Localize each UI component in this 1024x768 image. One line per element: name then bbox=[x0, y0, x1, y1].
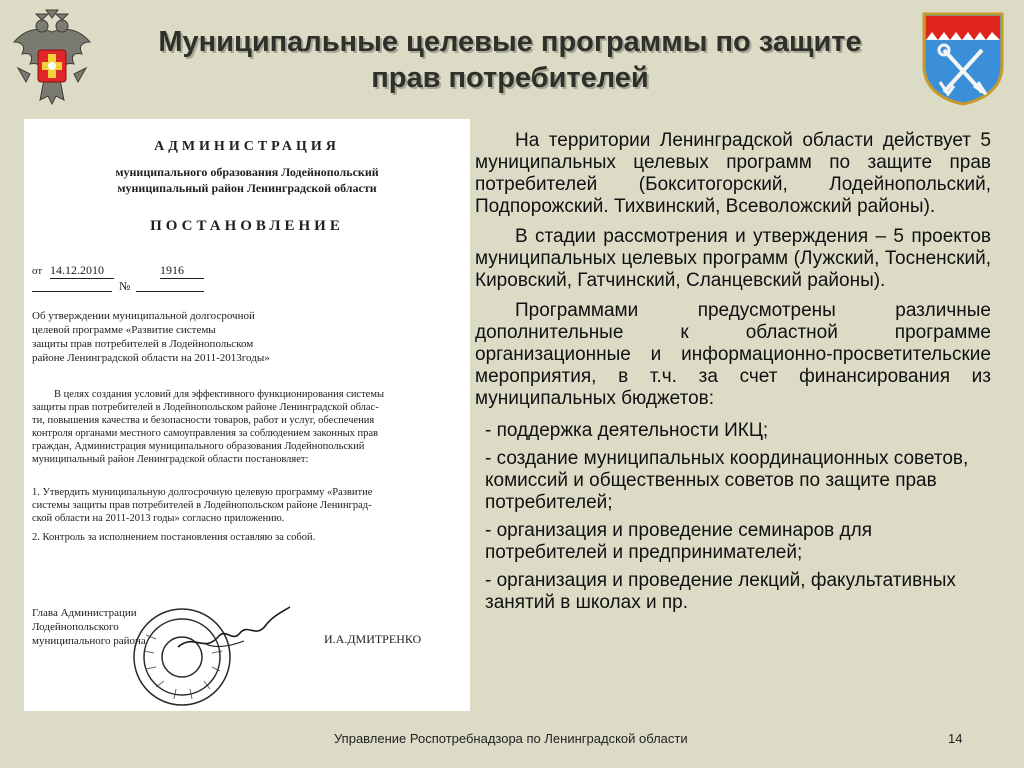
content-paragraph: Программами предусмотрены различные дополнительные к областной программе организационные и информационно-просветительские мероприятия, в т.ч. за счет финансирования из муниципальных бюджетов: bbox=[475, 300, 991, 409]
doc-sign-line: Глава Администрации bbox=[32, 607, 137, 619]
content-bullet: - поддержка деятельности ИКЦ; bbox=[485, 420, 769, 441]
doc-heading: АДМИНИСТРАЦИЯ bbox=[154, 139, 340, 154]
title-line-2: прав потребителей bbox=[371, 62, 649, 94]
footer-organization: Управление Роспотребнадзора по Ленинградской области bbox=[334, 731, 688, 746]
content-bullet: - организация и проведение лекций, факультативных занятий в школах и пр. bbox=[485, 570, 956, 613]
title-line-1: Муниципальные целевые программы по защите bbox=[158, 26, 862, 58]
doc-body-line: защиты прав потребителей в Лодейнопольском районе Ленинградской облас- bbox=[32, 402, 379, 413]
content-bullet: - создание муниципальных координационных советов, комиссий и общественных советов по защите прав потребителей; bbox=[485, 448, 969, 513]
doc-decree-title: ПОСТАНОВЛЕНИЕ bbox=[150, 218, 344, 234]
doc-body-line: муниципальный район Ленинградской области постановляет: bbox=[32, 454, 309, 465]
doc-signatory: И.А.ДМИТРЕНКО bbox=[324, 632, 422, 646]
doc-body-line: В целях создания условий для эффективного функционирования системы bbox=[54, 389, 385, 400]
doc-date: 14.12.2010 bbox=[50, 263, 114, 279]
doc-body-line: 2. Контроль за исполнением постановления оставляю за собой. bbox=[32, 532, 316, 543]
doc-date-prefix: от bbox=[32, 265, 43, 277]
doc-body-line: ской области на 2011-2013 годы» согласно приложению. bbox=[32, 513, 285, 524]
doc-number-underline bbox=[136, 291, 204, 292]
doc-sign-line: Лодейнопольского bbox=[32, 621, 119, 633]
doc-number: 1916 bbox=[160, 263, 204, 279]
leningrad-oblast-coat-of-arms-icon bbox=[920, 10, 1006, 106]
content-text bbox=[475, 130, 991, 620]
doc-body-line: 1. Утвердить муниципальную долгосрочную целевую программу «Развитие bbox=[32, 487, 373, 498]
doc-body-line: контроля органами местного самоуправления за соблюдением законных прав bbox=[32, 428, 379, 439]
doc-body-line: граждан, Администрация муниципального образования Лодейнопольский bbox=[32, 441, 365, 452]
doc-body-line: ти, повышения качества и безопасности товаров, работ и услуг, обеспечения bbox=[32, 415, 375, 426]
content-paragraph: На территории Ленинградской области действует 5 муниципальных целевых программ по защите прав потребителей (Бокситогорский, Лодейнопольский, Подпорожский. Тихвинский, Всеволожский районы). bbox=[475, 130, 991, 217]
doc-number-sign: № bbox=[119, 279, 131, 293]
decree-document-scan bbox=[24, 119, 470, 711]
content-paragraph: В стадии рассмотрения и утверждения – 5 проектов муниципальных целевых программ (Лужский, Тосненский, Кировский, Гатчинский, Сланцевский районы). bbox=[475, 226, 991, 291]
doc-org-line-1: муниципального образования Лодейнопольский bbox=[115, 165, 379, 179]
doc-subject-line: защиты прав потребителей в Лодейнопольском bbox=[32, 338, 254, 350]
doc-org-line-2: муниципальный район Ленинградской области bbox=[117, 181, 377, 195]
double-headed-eagle-icon bbox=[8, 8, 96, 108]
handwritten-signature-icon bbox=[174, 603, 294, 663]
doc-subject-line: районе Ленинградской области на 2011-2013годы» bbox=[32, 352, 270, 364]
page-number: 14 bbox=[948, 731, 963, 746]
doc-subject-line: целевой программе «Развитие системы bbox=[32, 324, 216, 336]
doc-date-underline bbox=[32, 291, 112, 292]
doc-subject-line: Об утверждении муниципальной долгосрочной bbox=[32, 310, 255, 322]
page-title bbox=[110, 24, 910, 96]
doc-body-line: системы защиты прав потребителей в Лодейнопольском районе Ленинград- bbox=[32, 500, 372, 511]
doc-sign-line: муниципального района bbox=[32, 635, 146, 647]
content-bullet: - организация и проведение семинаров для потребителей и предпринимателей; bbox=[485, 520, 872, 563]
